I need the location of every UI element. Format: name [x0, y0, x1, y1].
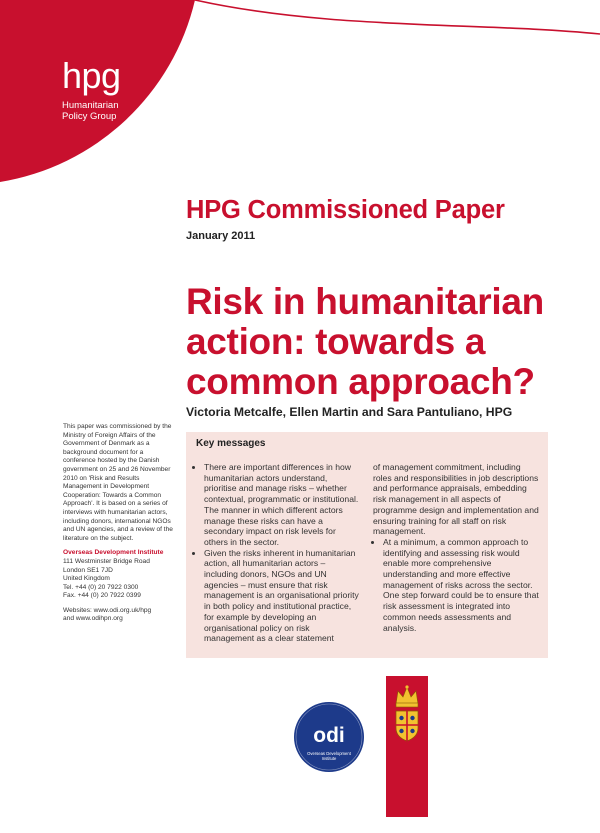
sidebar-intro: This paper was commissioned by the Ministry of Foreign Affairs of the Government of Denmark as a background document for a conference hosted by the Danish government on 25 and 26 November 2010 on 'Risk and Results Management in Development Cooperation: Towards a Common Approach'. It is based on a series of interviews with humanitarian actors, including donors, international NGOs and UN agencies, and a review of the literature on the subject. [63, 423, 173, 542]
key-messages-box [186, 432, 548, 658]
hpg-logo-name [62, 100, 121, 122]
odi-logo [293, 701, 365, 773]
odi-address [63, 549, 175, 601]
odi-logo-acronym: odi [313, 724, 345, 747]
hpg-logo [62, 55, 121, 122]
hpg-logo-line2: Policy Group [62, 111, 117, 122]
odi-logo-line2: Institute [321, 756, 337, 761]
coat-of-arms-icon [395, 710, 419, 742]
series-title: HPG Commissioned Paper [186, 196, 505, 224]
key-message-bullet: • Given the risks inherent in humanitarian action, all humanitarian actors – including donors, NGOs and UN agencies – must ensure that risk management is an organisational priority in both policy and institutional practice, for example by developing an organisational policy on risk management as a clear statement [204, 548, 360, 644]
hpg-logo-line1: Humanitarian [62, 100, 119, 111]
address-line: United Kingdom [63, 575, 110, 583]
hpg-logo-acronym: hpg [62, 55, 121, 96]
key-messages-heading: Key messages [196, 438, 266, 449]
sidebar-note [63, 423, 175, 630]
publication-date: January 2011 [186, 230, 256, 242]
key-messages-list [373, 537, 539, 633]
key-message-continued: of management commitment, including roles and responsibilities in job descriptions and performance appraisals, embedding risk management in all aspects of programme design and implementation and ensuring training for all staff on risk management. [373, 462, 539, 537]
key-messages-list [194, 462, 360, 644]
websites [63, 607, 175, 624]
odi-logo-line1: Overseas Development [307, 751, 351, 756]
key-messages-column-left [194, 462, 360, 644]
crown-icon [394, 684, 420, 708]
key-messages-column-right [373, 462, 539, 633]
address-line: London SE1 7JD [63, 566, 113, 574]
website-line2: and www.odihpn.org [63, 615, 123, 623]
org-name: Overseas Development Institute [63, 549, 164, 557]
fax: Fax. +44 (0) 20 7922 0399 [63, 592, 141, 600]
key-message-bullet: • At a minimum, a common approach to identifying and assessing risk would enable more comprehensive understanding and more effective management of risks across the sector. One step forward could be to ensure that risk assessment is integrated into common needs assessments and analysis. [383, 537, 539, 633]
telephone: Tel. +44 (0) 20 7922 0300 [63, 583, 139, 591]
address-line: 111 Westminster Bridge Road [63, 557, 150, 565]
danish-ministry-emblem [386, 676, 428, 817]
authors: Victoria Metcalfe, Ellen Martin and Sara Pantuliano, HPG [186, 405, 513, 419]
key-message-bullet: • There are important differences in how humanitarian actors understand, prioritise and manage risks – whether contextual, programmatic or institutional. The manner in which different actors manage these risks can have a secondary impact on risk levels for others in the sector. [204, 462, 360, 548]
paper-title: Risk in humanitarian action: towards a common approach? [186, 281, 544, 402]
website-line1: Websites: www.odi.org.uk/hpg [63, 606, 152, 614]
